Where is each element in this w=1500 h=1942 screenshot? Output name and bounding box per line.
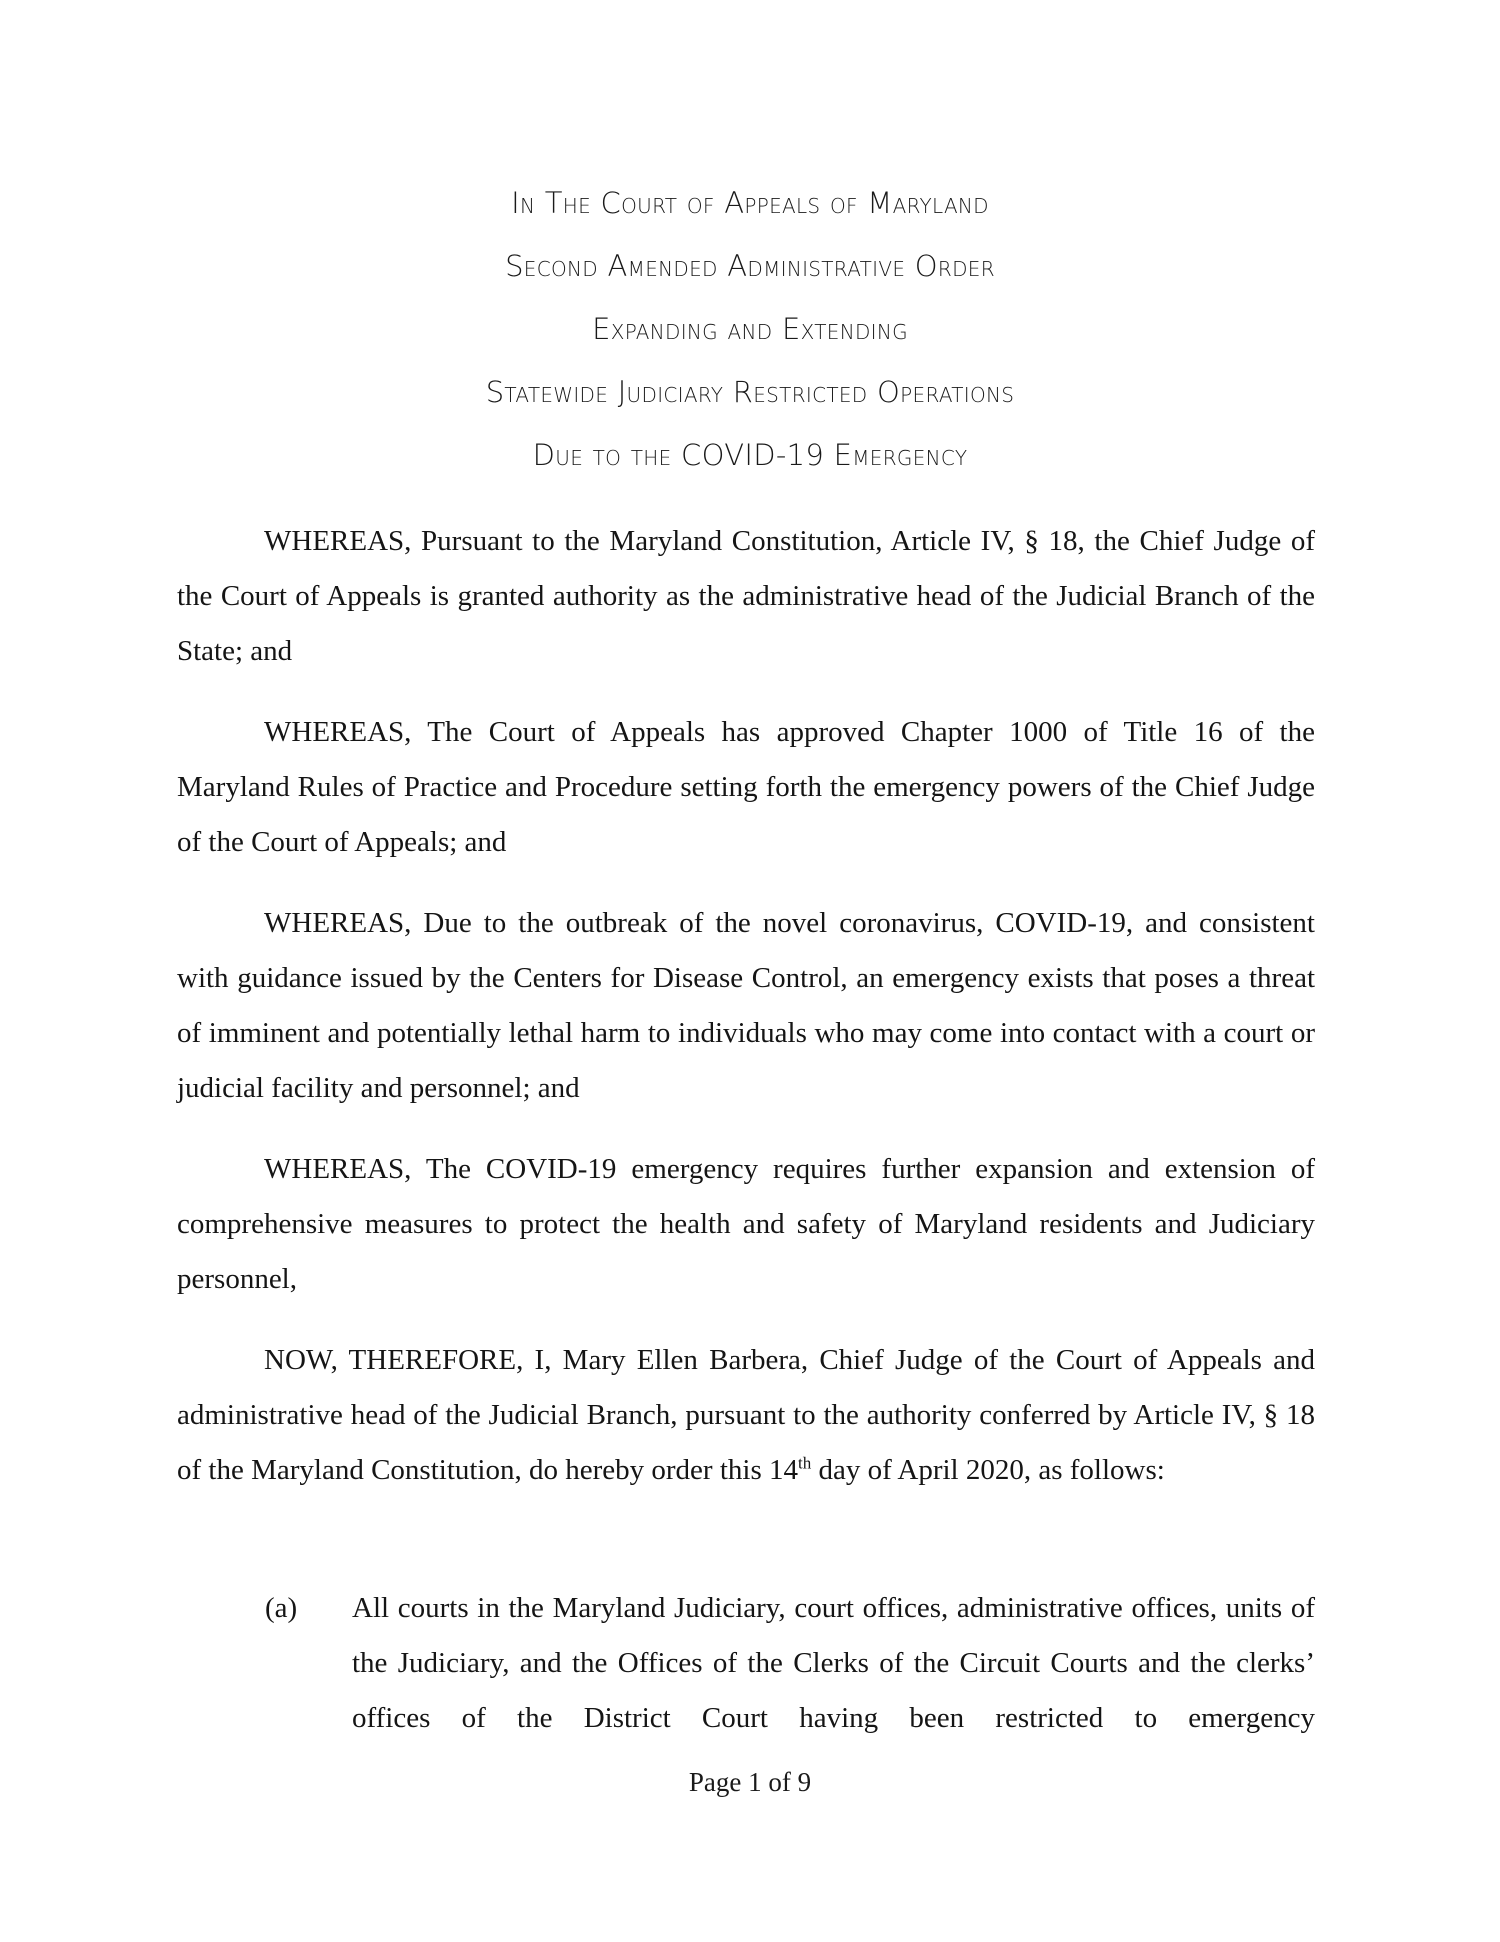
order-item-a	[265, 1581, 1315, 1746]
date-ordinal-suffix: th	[797, 1453, 812, 1473]
whereas-paragraph-authority	[177, 514, 1315, 679]
order-text-before-date: NOW, THEREFORE, I, Mary Ellen Barbera, Chief Judge of the Court of Appeals and administrative head of the Judicial Branch, pursuant to the authority conferred by Article IV, § 18 of the Maryland Constitution, do hereby order this 14	[177, 1344, 1315, 1486]
title-line-emergency: Due to the COVID-19 Emergency	[532, 438, 968, 472]
title-line-expanding: Expanding and Extending	[592, 312, 908, 346]
page-number: Page 1 of 9	[688, 1767, 812, 1797]
title-line-court: In The Court of Appeals of Maryland	[511, 186, 989, 220]
paragraph-text: WHEREAS, The Court of Appeals has approved Chapter 1000 of Title 16 of the Maryland Rules of Practice and Procedure setting forth the emergency powers of the Chief Judge of the Court of Appeals; and	[177, 716, 1315, 858]
title-line-operations: Statewide Judiciary Restricted Operations	[485, 375, 1015, 409]
order-title	[0, 172, 1500, 487]
paragraph-text: WHEREAS, The COVID-19 emergency requires further expansion and extension of comprehensive measures to protect the health and safety of Maryland residents and Judiciary personnel,	[177, 1153, 1315, 1295]
whereas-paragraph-extension	[177, 1142, 1315, 1307]
title-line-order: Second Amended Administrative Order	[505, 249, 995, 283]
order-text-after-date: day of April 2020, as follows:	[811, 1454, 1165, 1486]
whereas-paragraph-outbreak	[177, 896, 1315, 1116]
item-label: (a)	[265, 1592, 298, 1624]
paragraph-text: WHEREAS, Due to the outbreak of the novel coronavirus, COVID-19, and consistent with guidance issued by the Centers for Disease Control, an emergency exists that poses a threat of imminent and potentially lethal harm to individuals who may come into contact with a court or judicial facility and personnel; and	[177, 907, 1315, 1104]
paragraph-text	[177, 1333, 1315, 1498]
item-text: All courts in the Maryland Judiciary, court offices, administrative offices, units of the Judiciary, and the Offices of the Clerks of the Circuit Courts and the clerks’ offices of the District Court having been restricted to emergency	[352, 1592, 1315, 1734]
order-paragraph	[177, 1333, 1315, 1498]
paragraph-text: WHEREAS, Pursuant to the Maryland Constitution, Article IV, § 18, the Chief Judge of the Court of Appeals is granted authority as the administrative head of the Judicial Branch of the State; and	[177, 525, 1315, 667]
whereas-paragraph-rules	[177, 705, 1315, 870]
